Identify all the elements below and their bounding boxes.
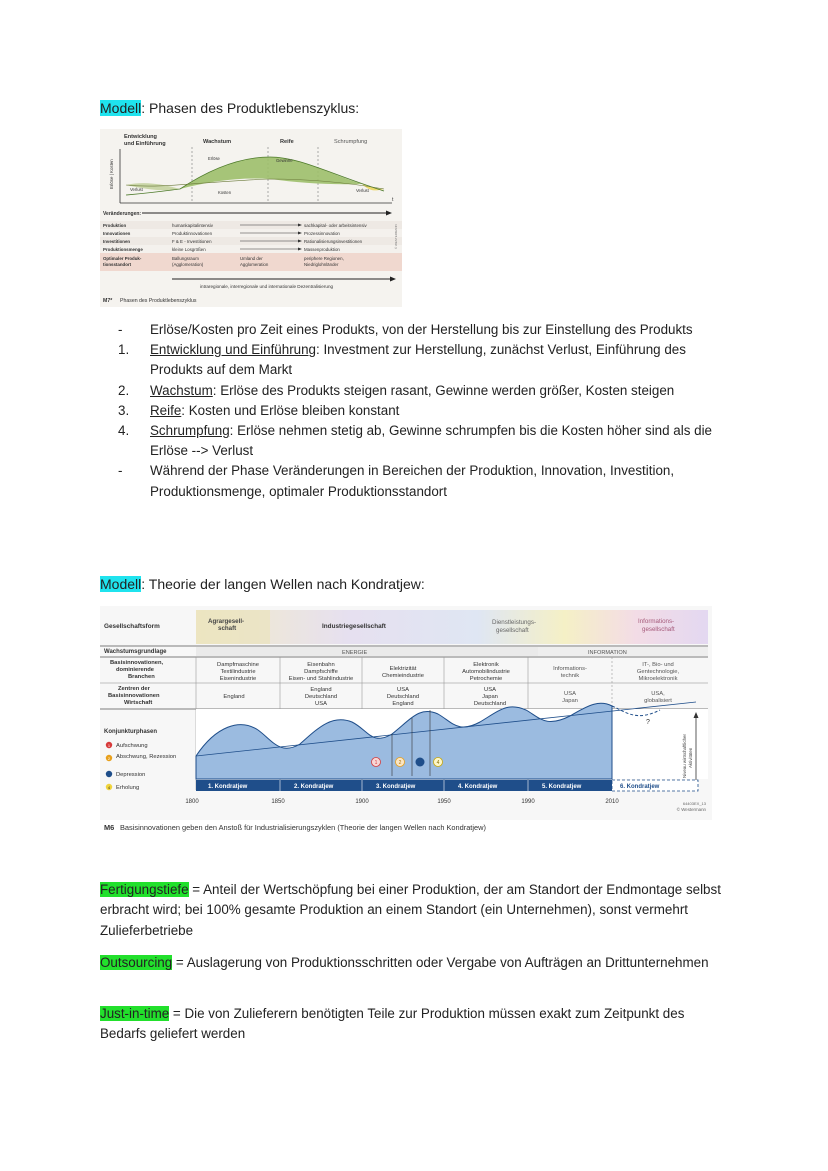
figure-kondratjew	[100, 606, 712, 836]
side-label-1: Niveau wirtschaftlicher	[682, 734, 687, 778]
list-text: Während der Phase Veränderungen in Bereichen der Produktion, Innovation, Investition, Produktionsmenge, optimaler Produktionsstandort	[150, 463, 675, 499]
col3-zentren-1: USA	[397, 687, 409, 693]
year-2010: 2010	[605, 799, 619, 805]
legend-erholung: Erholung	[116, 785, 140, 791]
axis-label-t: t	[392, 197, 394, 203]
col3-zentren-2: Deutschland	[386, 694, 420, 700]
list-item	[118, 320, 738, 340]
row-left-innovationen: Produktinnovationen	[172, 231, 213, 236]
figure-caption: Phasen des Produktlebenszyklus	[120, 298, 197, 304]
wave-label-3: 3. Kondratjew	[376, 784, 416, 790]
row-right-produktion: sachkapital- oder arbeitsintensiv	[304, 223, 367, 228]
legend-marker-2: 2	[107, 756, 111, 761]
list-item	[118, 381, 738, 401]
question-mark: ?	[646, 719, 650, 726]
col5-zentren-2: Japan	[562, 698, 578, 704]
row-label-zentren-3: Wirtschaft	[124, 700, 153, 706]
row-right-standort-2: Niedriglohnländer	[304, 262, 339, 267]
legend-marker-1: 1	[107, 743, 111, 748]
curve-label-verlust-left: Verlust	[130, 187, 143, 192]
list-marker: 3.	[118, 402, 130, 418]
col6-zentren-2: globalisiert	[644, 698, 672, 704]
section-heading-kondratjew	[100, 576, 425, 592]
figure-caption: Basisinnovationen geben den Anstoß für Industrialisierungszyklen (Theorie der langen Wellen nach Kondratjew)	[120, 823, 486, 832]
figure-produktlebenszyklus	[100, 129, 402, 307]
row-right-produktionsmenge: Massenproduktion	[304, 247, 340, 252]
list-marker: -	[118, 463, 123, 479]
changes-title: Veränderungen:	[103, 211, 142, 217]
credit-westermann: © Westermann	[676, 807, 706, 812]
curve-label-erloese: Erlöse	[208, 156, 220, 161]
col4-zentren-2: Japan	[482, 694, 498, 700]
row-label-standort: Optimaler Produk-	[103, 256, 142, 261]
list-item	[118, 421, 738, 461]
list-lead: Schrumpfung	[150, 423, 230, 439]
phase-label-reife: Reife	[280, 139, 294, 145]
plc-diagram	[100, 129, 402, 307]
year-1900: 1900	[355, 799, 369, 805]
col3-basis-1: Elektrizität	[389, 666, 417, 672]
col4-basis-2: Automobilindustrie	[462, 669, 510, 675]
phases-list	[118, 320, 738, 502]
col6-basis-1: IT-, Bio- und	[642, 662, 674, 668]
row-mid-standort-2: Agglomeration	[240, 262, 269, 267]
phase-label-entwicklung: Entwicklung	[124, 134, 157, 140]
phase-marker-4: 4	[436, 760, 440, 766]
society-info-2: gesellschaft	[642, 626, 675, 633]
col6-zentren-1: USA,	[651, 691, 665, 697]
growth-energie: ENERGIE	[342, 650, 368, 656]
row-right-investitionen: Rationalisierungsinvestitionen	[304, 239, 363, 244]
list-lead: Reife	[150, 402, 182, 418]
row-right-innovationen: Prozessinnovation	[304, 231, 340, 236]
wave-label-2: 2. Kondratjew	[294, 784, 334, 790]
heading-text: : Theorie der langen Wellen nach Kondratjew:	[141, 576, 425, 592]
row-left-investitionen: F & E - Investitionen	[172, 239, 212, 244]
col5-basis-1: Informations-	[553, 666, 587, 672]
row-label-konjunktur: Konjunkturphasen	[104, 729, 158, 735]
legend-marker-4: 4	[107, 785, 111, 790]
col1-basis-1: Dampfmaschine	[217, 662, 259, 668]
list-marker: 2.	[118, 382, 130, 398]
phase-label-schrumpfung: Schrumpfung	[334, 139, 368, 145]
row-label-basis-3: Branchen	[128, 674, 155, 680]
society-agrar-2: schaft	[218, 625, 237, 632]
col2-basis-1: Eisenbahn	[307, 662, 335, 668]
list-marker: 1.	[118, 342, 130, 358]
list-text: Erlöse/Kosten pro Zeit eines Produkts, von der Herstellung bis zur Einstellung des Produkts	[150, 322, 693, 337]
curve-label-gewinne: Gewinne	[276, 158, 293, 163]
row-label-zentren-2: Basisinnovationen	[108, 693, 160, 699]
society-info: Informations-	[638, 618, 675, 625]
row-left-standort: Ballungsraum	[172, 256, 199, 261]
year-1850: 1850	[271, 799, 285, 805]
definition-fertigungstiefe	[100, 880, 730, 941]
definition-term: Outsourcing	[100, 955, 173, 970]
col5-zentren-1: USA	[564, 691, 576, 697]
definition-outsourcing	[100, 953, 730, 973]
list-text: : Erlöse des Produkts steigen rasant, Gewinne werden größer, Kosten steigen	[212, 382, 675, 398]
curve-label-kosten: Kosten	[218, 190, 232, 195]
bottom-arrow-label: intraregionale, interregionale und internationale Dezentralisierung	[200, 284, 334, 289]
list-marker: -	[118, 322, 123, 337]
highlight-term: Modell	[100, 100, 142, 116]
definition-term: Just-in-time	[100, 1006, 170, 1021]
society-industrie: Industriegesellschaft	[322, 623, 386, 630]
col2-zentren-3: USA	[315, 701, 327, 707]
row-label-produktion: Produktion	[103, 223, 127, 228]
row-label-basis: Basisinnovationen,	[110, 660, 164, 666]
legend-aufschwung: Aufschwung	[116, 743, 148, 749]
kondratjew-diagram	[100, 606, 712, 836]
growth-information: INFORMATION	[588, 650, 627, 656]
col1-basis-2: Textilindustrie	[220, 669, 256, 675]
list-item	[118, 401, 738, 421]
side-credit: © WESTERMANN	[394, 224, 398, 249]
list-marker: 4.	[118, 423, 130, 439]
list-text: : Investment zur Herstellung, zunächst Verlust, Einführung des Produkts auf dem Markt	[150, 342, 686, 378]
col2-zentren-1: England	[310, 687, 332, 693]
definition-text: = Die von Zulieferern benötigten Teile zur Produktion müssen exakt zum Zeitpunkt des Bedarfs geliefert werden	[100, 1006, 685, 1042]
row-label-gesellschaft: Gesellschaftsform	[104, 623, 160, 630]
list-lead: Wachstum	[150, 382, 213, 398]
phase-label-einfuehrung: und Einführung	[124, 141, 166, 147]
phase-marker-1: 1	[374, 760, 378, 766]
figure-caption-id: M7*	[103, 298, 113, 304]
year-1800: 1800	[185, 799, 199, 805]
col4-zentren-3: Deutschland	[473, 701, 507, 707]
definition-just-in-time	[100, 1004, 730, 1045]
list-item	[118, 340, 738, 380]
row-left-produktion: humankapitalintensiv	[172, 223, 214, 228]
row-label-produktionsmenge: Produktionsmenge	[103, 247, 143, 252]
col2-zentren-2: Deutschland	[304, 694, 338, 700]
society-dienst: Dienstleistungs-	[492, 619, 537, 626]
row-label-zentren: Zentren der	[118, 686, 150, 692]
axis-label-y: Erlöse | Kosten	[109, 159, 114, 189]
credit-id: 64403EX_13	[682, 801, 706, 806]
row-label-innovationen: Innovationen	[103, 231, 131, 236]
phase-label-wachstum: Wachstum	[203, 139, 232, 145]
list-lead: Entwicklung und Einführung	[150, 342, 317, 358]
curve-label-verlust-right: Verlust	[356, 188, 369, 193]
heading-text: : Phasen des Produktlebenszyklus:	[141, 100, 360, 116]
list-text: : Kosten und Erlöse bleiben konstant	[181, 402, 400, 418]
col6-basis-3: Mikroelektronik	[638, 676, 678, 682]
col4-basis-3: Petrochemie	[469, 676, 503, 682]
row-right-standort: periphere Regionen,	[304, 256, 344, 261]
phase-marker-2: 2	[398, 760, 402, 766]
row-label-standort-2: tionsstandort	[103, 262, 132, 267]
col6-basis-2: Gentechnologie,	[636, 669, 680, 675]
wave-label-4: 4. Kondratjew	[458, 784, 498, 790]
col5-basis-2: technik	[560, 673, 580, 679]
col4-basis-1: Elektronik	[473, 662, 499, 668]
year-1950: 1950	[437, 799, 451, 805]
society-agrar: Agrargesell-	[208, 618, 245, 625]
row-left-standort-2: (Agglomeration)	[172, 262, 204, 267]
wave-label-1: 1. Kondratjew	[208, 784, 248, 790]
row-label-investitionen: Investitionen	[103, 239, 131, 244]
col3-basis-2: Chemieindustrie	[382, 673, 424, 679]
wave-label-6: 6. Kondratjew	[620, 784, 660, 790]
list-item	[118, 461, 738, 501]
section-heading-produktlebenszyklus	[100, 100, 359, 116]
col1-basis-3: Eisenindustrie	[219, 676, 257, 682]
definition-text: = Anteil der Wertschöpfung bei einer Produktion, der am Standort der Endmontage selbst erbracht wird; bei 100% gesamte Produktion an einem Standort (ein Unternehmen), sonst vermehrt Zulieferbetriebe	[100, 882, 721, 938]
year-1990: 1990	[521, 799, 535, 805]
highlight-term: Modell	[100, 576, 142, 592]
row-label-basis-2: dominierende	[116, 667, 155, 673]
legend-abschwung: Abschwung, Rezession	[116, 754, 177, 760]
list-text: : Erlöse nehmen stetig ab, Gewinne schrumpfen bis die Kosten höher sind als die Erlöse --> Verlust	[150, 423, 712, 459]
figure-caption-id: M6	[104, 823, 115, 832]
legend-depression: Depression	[116, 772, 146, 778]
definition-text: = Auslagerung von Produktionsschritten oder Vergabe von Aufträgen an Drittunternehmen	[172, 955, 709, 970]
col1-zentren-1: England	[223, 694, 245, 700]
row-mid-standort: Umland der	[240, 256, 263, 261]
col3-zentren-3: England	[392, 701, 414, 707]
row-left-produktionsmenge: kleine Losgrößen	[172, 247, 206, 252]
society-dienst-2: gesellschaft	[496, 627, 529, 634]
definition-term: Fertigungstiefe	[100, 882, 189, 897]
col2-basis-3: Eisen- und Stahlindustrie	[288, 676, 354, 682]
side-label-2: Aktivitäten	[688, 747, 693, 768]
col4-zentren-1: USA	[484, 687, 496, 693]
col2-basis-2: Dampfschiffe	[304, 669, 338, 675]
row-label-wachstum: Wachstumsgrundlage	[104, 649, 167, 655]
wave-label-5: 5. Kondratjew	[542, 784, 582, 790]
